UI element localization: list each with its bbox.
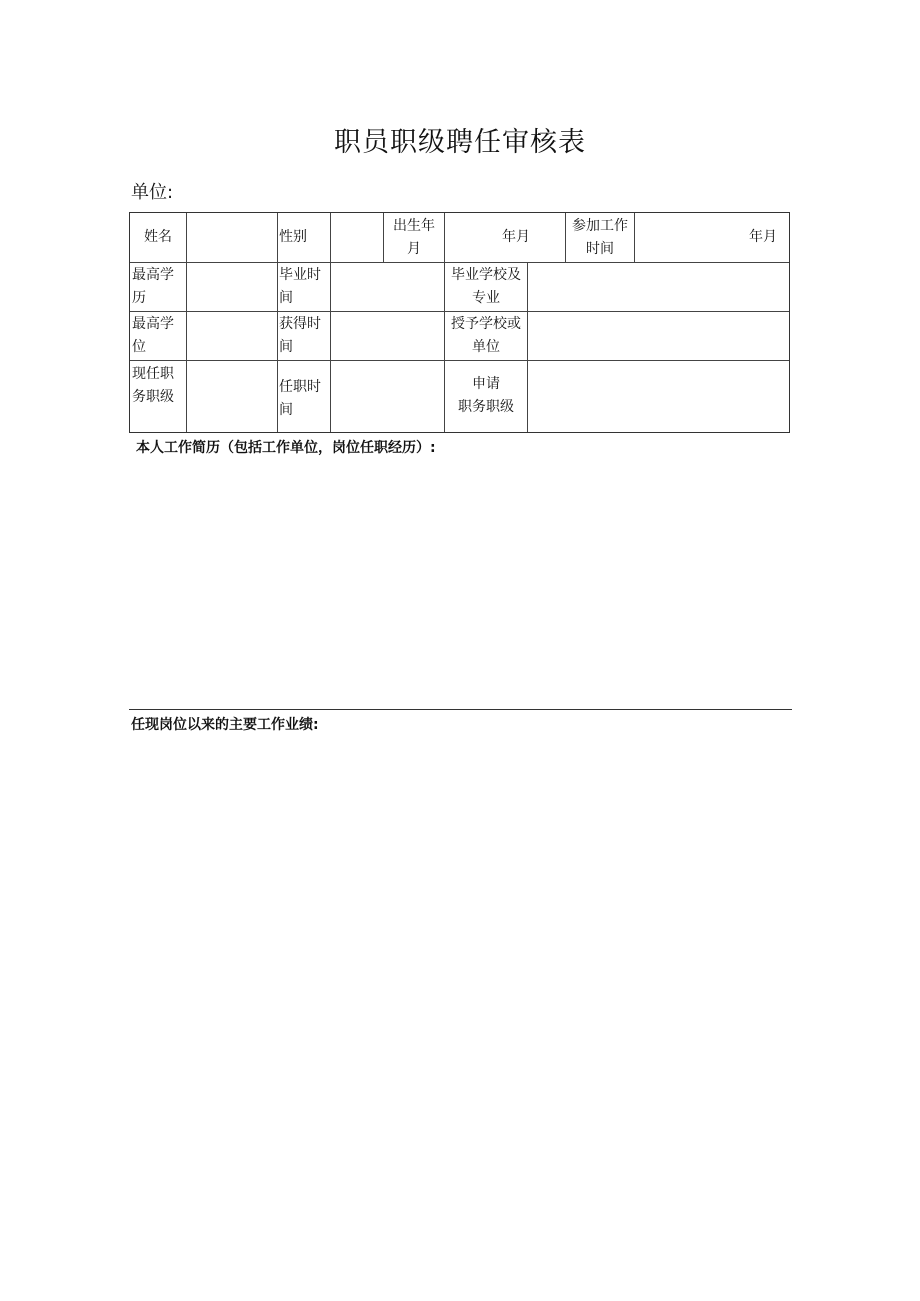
work-start-value[interactable]: 年月 [749, 229, 777, 245]
work-start-label: 参加工作 时间 [572, 218, 628, 257]
school-major-field[interactable] [528, 263, 789, 311]
grad-time-label: 毕业时 间 [279, 267, 321, 306]
apply-level-label: 申请 职务职级 [458, 376, 514, 415]
performance-section-heading: 任现岗位以来的主要工作业绩: [131, 717, 319, 733]
edu-label: 最高学 历 [132, 267, 174, 306]
apply-level-field[interactable] [528, 361, 789, 432]
resume-section-heading: 本人工作简历（包括工作单位，岗位任职经历）: [136, 440, 436, 456]
edu-field[interactable] [187, 263, 277, 311]
degree-label: 最高学 位 [132, 316, 174, 355]
school-major-label: 毕业学校及 专业 [451, 267, 521, 306]
col-divider [277, 213, 278, 432]
obtain-time-field[interactable] [331, 312, 444, 360]
obtain-time-label: 获得时 间 [279, 316, 321, 355]
current-level-field[interactable] [187, 361, 277, 432]
gender-field[interactable] [331, 213, 383, 262]
degree-field[interactable] [187, 312, 277, 360]
page-title: 职员职级聘任审核表 [334, 127, 586, 158]
name-field[interactable] [187, 213, 277, 262]
unit-label: 单位: [131, 182, 174, 203]
birth-value[interactable]: 年月 [502, 229, 530, 245]
name-label: 姓名 [144, 229, 172, 245]
current-level-label: 现任职 务职级 [132, 366, 174, 405]
appoint-time-field[interactable] [331, 361, 444, 432]
grad-time-field[interactable] [331, 263, 444, 311]
section-divider [129, 709, 792, 710]
resume-area[interactable] [129, 460, 792, 705]
appoint-time-label: 任职时 间 [279, 379, 321, 418]
gender-label: 性别 [279, 229, 307, 245]
info-table [129, 212, 790, 433]
grant-unit-field[interactable] [528, 312, 789, 360]
grant-unit-label: 授予学校或 单位 [451, 316, 521, 355]
birth-label: 出生年 月 [393, 218, 435, 257]
performance-area[interactable] [129, 740, 792, 1240]
